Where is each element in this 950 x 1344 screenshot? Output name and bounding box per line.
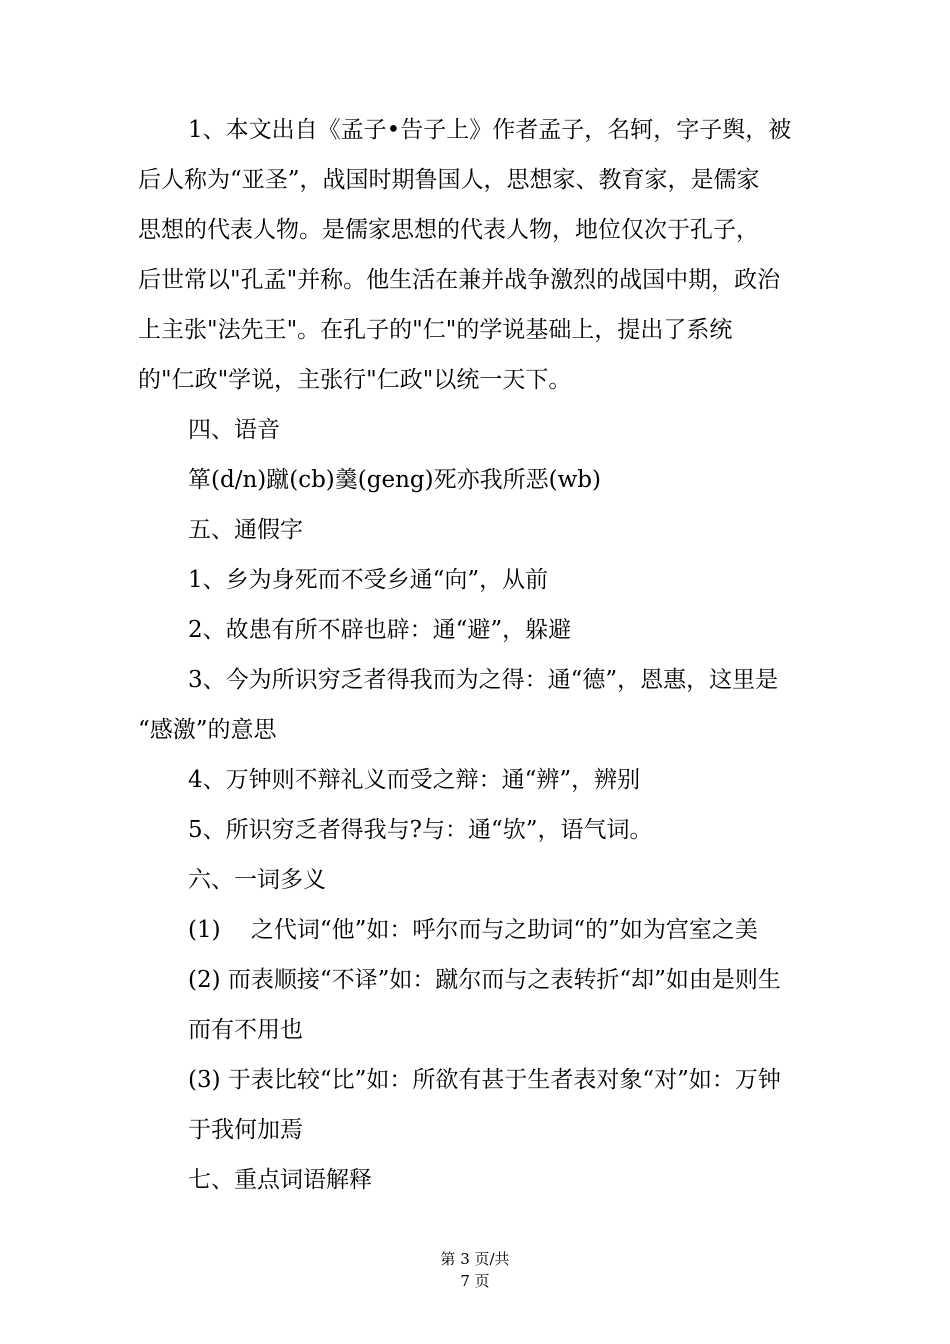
paragraph-line: 上主张"法先王"。在孔子的"仁"的学说基础上，提出了系统 bbox=[138, 317, 733, 343]
section-heading-loan-characters: 五、通假字 bbox=[188, 517, 303, 543]
page-number-footer bbox=[0, 1248, 950, 1292]
paragraph-line: 后世常以"孔孟"并称。他生活在兼并战争激烈的战国中期，政治 bbox=[138, 267, 781, 293]
list-item: 5、所识穷乏者得我与?与：通“欤”，语气词。 bbox=[188, 817, 653, 843]
list-item-continuation: 于我何加焉 bbox=[188, 1117, 303, 1143]
section-heading-polysemy: 六、一词多义 bbox=[188, 867, 326, 893]
paragraph-line: 思想的代表人物。是儒家思想的代表人物，地位仅次于孔子， bbox=[138, 217, 759, 243]
page-number-line-2: 7 页 bbox=[460, 1272, 490, 1290]
paragraph-line: 1、本文出自《孟子•告子上》作者孟子，名轲，字子舆，被 bbox=[188, 117, 792, 143]
list-item: 3、今为所识穷乏者得我而为之得：通“德”，恩惠，这里是 bbox=[188, 667, 779, 693]
document-body bbox=[138, 105, 828, 1205]
paragraph-line: 的"仁政"学说，主张行"仁政"以统一天下。 bbox=[138, 367, 572, 393]
list-item: (3) 于表比较“比”如：所欲有甚于生者表对象“对”如：万钟 bbox=[188, 1067, 781, 1093]
list-item: (2) 而表顺接“不译”如：蹴尔而与之表转折“却”如由是则生 bbox=[188, 967, 781, 993]
paragraph-line: 后人称为“亚圣”，战国时期鲁国人，思想家、教育家，是儒家 bbox=[138, 167, 760, 193]
list-item: 2、故患有所不辟也辟：通“避”，躲避 bbox=[188, 617, 572, 643]
list-item: (1) 之代词“他”如：呼尔而与之助词“的”如为宫室之美 bbox=[188, 917, 758, 943]
section-heading-pronunciation: 四、语音 bbox=[188, 417, 280, 443]
page-number-line-1: 第 3 页/共 bbox=[440, 1250, 510, 1268]
list-item: 1、乡为身死而不受乡通“向”，从前 bbox=[188, 567, 549, 593]
list-item-continuation: “感激”的意思 bbox=[138, 717, 277, 743]
section-heading-key-words: 七、重点词语解释 bbox=[188, 1167, 372, 1193]
paragraph-line: 箪(d/n)蹴(cb)羹(geng)死亦我所恶(wb) bbox=[188, 467, 601, 493]
list-item-continuation: 而有不用也 bbox=[188, 1017, 303, 1043]
list-item: 4、万钟则不辩礼义而受之辩：通“辨”，辨别 bbox=[188, 767, 641, 793]
